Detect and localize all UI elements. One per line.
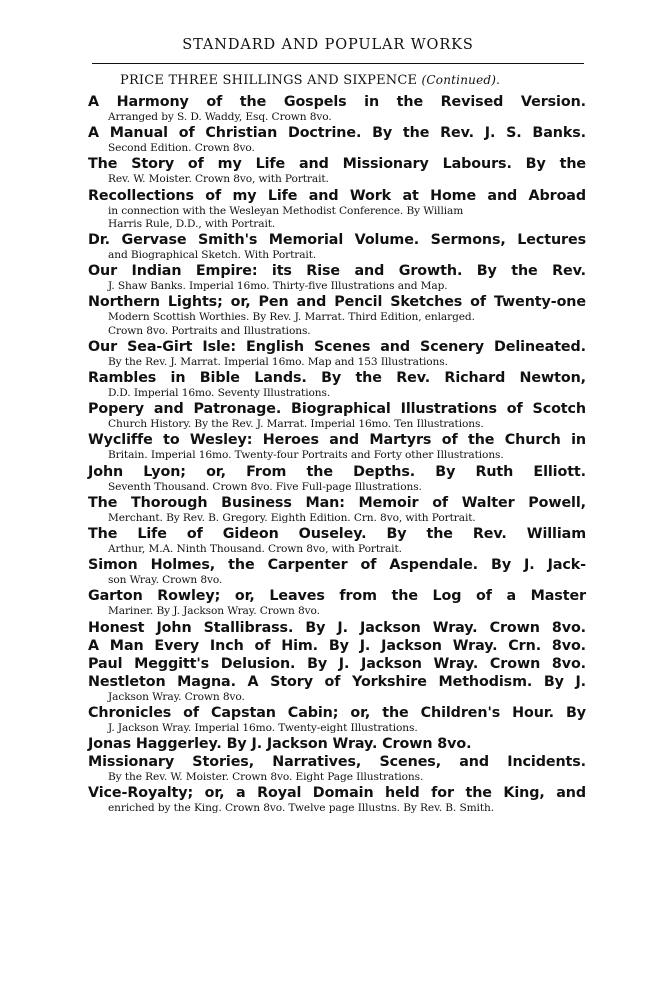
book-entry	[88, 188, 586, 231]
book-entry	[88, 495, 586, 525]
book-title-line: Recollections of my Life and Work at Home and Abroad	[88, 187, 586, 204]
book-details-line: By the Rev. J. Marrat. Imperial 16mo. Map and 153 Illustrations.	[108, 355, 448, 368]
book-entry	[88, 263, 586, 293]
book-entry	[88, 656, 586, 673]
book-details-line: Church History. By the Rev. J. Marrat. Imperial 16mo. Ten Illustrations.	[108, 418, 484, 431]
book-entry	[88, 754, 586, 784]
section-continued: (Continued).	[421, 73, 501, 87]
book-details-line: Harris Rule, D.D., with Portrait.	[108, 217, 276, 230]
book-title-line: Our Sea-Girt Isle: English Scenes and Scenery Delineated.	[88, 338, 586, 355]
book-details-line: Arranged by S. D. Waddy, Esq. Crown 8vo.	[108, 111, 332, 123]
book-details-line: J. Jackson Wray. Imperial 16mo. Twenty-eight Illustrations.	[108, 721, 418, 734]
book-title-line: Popery and Patronage. Biographical Illustrations of Scotch	[88, 401, 586, 418]
book-entry	[88, 294, 586, 337]
book-entry	[88, 705, 586, 735]
book-details-line: J. Shaw Banks. Imperial 16mo. Thirty-five Illustrations and Map.	[108, 280, 448, 293]
book-details-line: Seventh Thousand. Crown 8vo. Five Full-page Illustrations.	[108, 480, 422, 493]
book-title-line: The Life of Gideon Ouseley. By the Rev. William	[88, 526, 586, 543]
book-title-line: Dr. Gervase Smith's Memorial Volume. Sermons, Lectures	[88, 232, 586, 249]
book-title-line: Nestleton Magna. A Story of Yorkshire Methodism. By J.	[88, 673, 586, 690]
book-details-line: Modern Scottish Worthies. By Rev. J. Marrat. Third Edition, enlarged.	[108, 311, 475, 324]
book-entry	[88, 401, 586, 431]
book-title-line: Garton Rowley; or, Leaves from the Log of a Master	[88, 588, 586, 605]
book-entry	[88, 674, 586, 704]
section-heading	[120, 73, 500, 88]
book-title-line: Vice-Royalty; or, a Royal Domain held for the King, and	[88, 785, 586, 802]
book-title-line: The Story of my Life and Missionary Labours. By the	[88, 156, 586, 173]
book-details-line: enriched by the King. Crown 8vo. Twelve page Illustns. By Rev. B. Smith.	[108, 802, 494, 815]
book-entry	[88, 339, 586, 369]
book-entry	[88, 464, 586, 494]
book-details-line: son Wray. Crown 8vo.	[108, 574, 223, 587]
book-title-line: The Thorough Business Man: Memoir of Walter Powell,	[88, 494, 586, 511]
book-details-line: Mariner. By J. Jackson Wray. Crown 8vo.	[108, 605, 320, 618]
book-details-line: By the Rev. W. Moister. Crown 8vo. Eight Page Illustrations.	[108, 771, 424, 784]
book-details-line: Rev. W. Moister. Crown 8vo, with Portrait.	[108, 173, 329, 186]
book-title-line: A Harmony of the Gospels in the Revised Version.	[88, 94, 586, 110]
book-entry	[88, 232, 586, 262]
book-title-line: Jonas Haggerley. By J. Jackson Wray. Crown 8vo.	[88, 736, 472, 753]
book-entry	[88, 370, 586, 400]
book-entry	[88, 557, 586, 587]
book-details-line: Jackson Wray. Crown 8vo.	[108, 690, 245, 703]
book-entry	[88, 785, 586, 815]
book-details-line: Crown 8vo. Portraits and Illustrations.	[108, 324, 311, 337]
book-title-line: Our Indian Empire: its Rise and Growth. By the Rev.	[88, 263, 586, 280]
book-title-line: Rambles in Bible Lands. By the Rev. Richard Newton,	[88, 370, 586, 387]
book-entry	[88, 156, 586, 186]
book-title-line: Honest John Stallibrass. By J. Jackson Wray. Crown 8vo.	[88, 619, 586, 636]
book-details-line: and Biographical Sketch. With Portrait.	[108, 249, 317, 262]
book-entry	[88, 125, 586, 155]
book-title-line: John Lyon; or, From the Depths. By Ruth Elliott.	[88, 463, 586, 480]
book-entry	[88, 736, 586, 753]
book-title-line: Chronicles of Capstan Cabin; or, the Children's Hour. By	[88, 704, 586, 721]
header-rule	[92, 63, 584, 64]
book-details-line: Arthur, M.A. Ninth Thousand. Crown 8vo, with Portrait.	[108, 543, 402, 556]
book-details-line: in connection with the Wesleyan Methodist Conference. By William	[108, 204, 464, 217]
book-title-line: A Man Every Inch of Him. By J. Jackson Wray. Crn. 8vo.	[88, 637, 586, 654]
book-title-line: Simon Holmes, the Carpenter of Aspendale. By J. Jack-	[88, 557, 586, 574]
book-entry	[88, 526, 586, 556]
book-entry	[88, 588, 586, 618]
book-title-line: Wycliffe to Wesley: Heroes and Martyrs of the Church in	[88, 432, 586, 449]
book-entry	[88, 620, 586, 637]
book-title-line: A Manual of Christian Doctrine. By the Rev. J. S. Banks.	[88, 125, 586, 142]
book-title-line: Northern Lights; or, Pen and Pencil Sketches of Twenty-one	[88, 294, 586, 311]
section-heading-text: PRICE THREE SHILLINGS AND SIXPENCE	[120, 73, 422, 88]
book-details-line: Second Edition. Crown 8vo.	[108, 142, 255, 155]
book-details-line: Merchant. By Rev. B. Gregory. Eighth Edition. Crn. 8vo, with Portrait.	[108, 511, 476, 524]
book-entry	[88, 432, 586, 462]
book-title-line: Missionary Stories, Narratives, Scenes, and Incidents.	[88, 754, 586, 771]
book-entry	[88, 638, 586, 655]
book-title-line: Paul Meggitt's Delusion. By J. Jackson Wray. Crown 8vo.	[88, 655, 586, 672]
page-header: STANDARD AND POPULAR WORKS	[182, 37, 474, 53]
book-details-line: Britain. Imperial 16mo. Twenty-four Portraits and Forty other Illustrations.	[108, 449, 504, 462]
book-entry	[88, 94, 586, 124]
book-details-line: D.D. Imperial 16mo. Seventy Illustrations.	[108, 387, 331, 400]
book-list	[88, 94, 586, 815]
